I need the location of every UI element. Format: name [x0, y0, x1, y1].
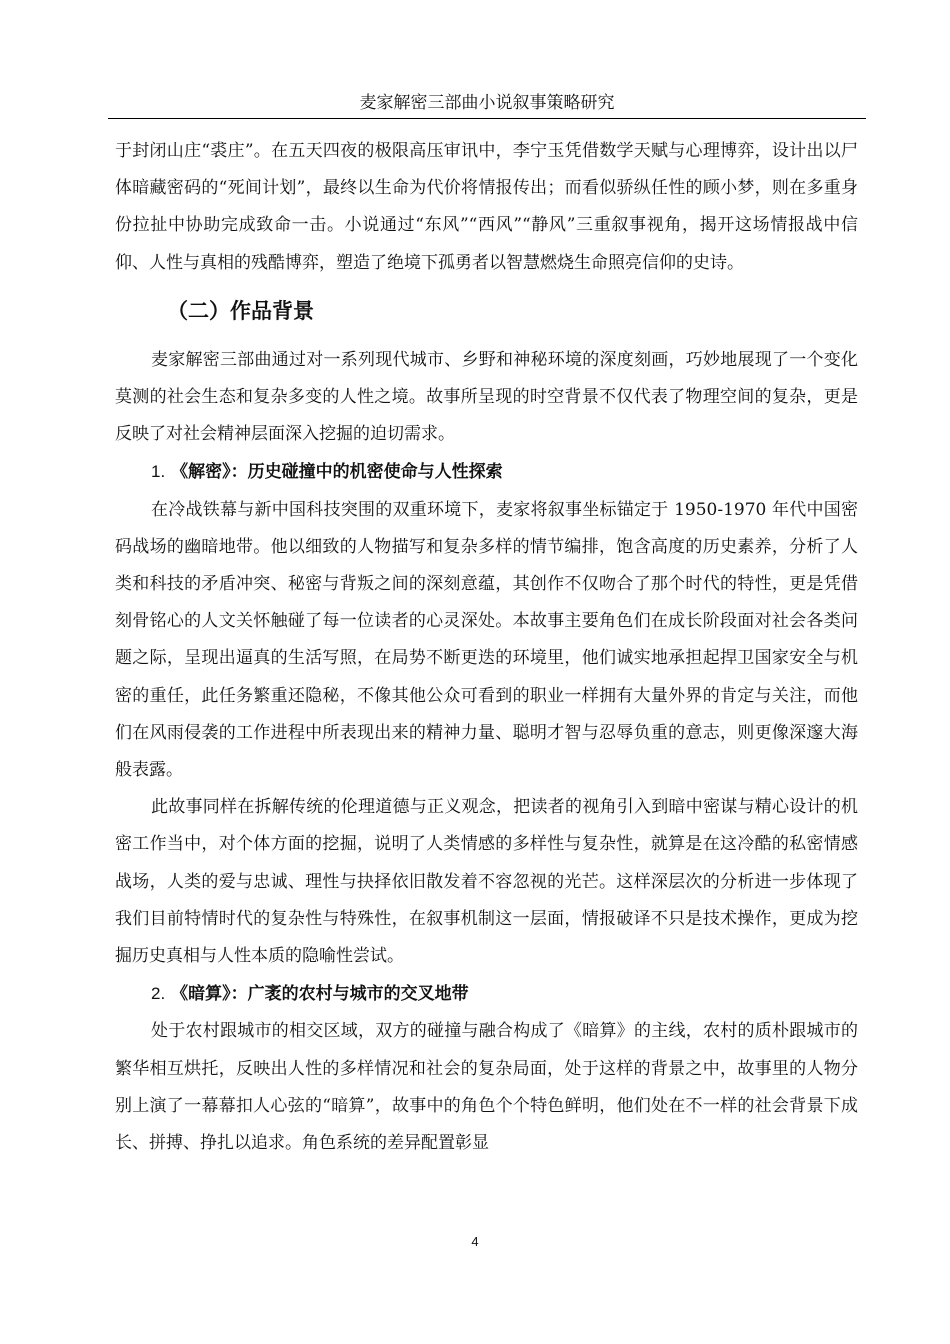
- paragraph-jiemi-1: 在冷战铁幕与新中国科技突围的双重环境下，麦家将叙事坐标锚定于 1950-1970 年代中国密码战场的幽暗地带。他以细致的人物描写和复杂多样的情节编排，饱含高度的历史素养，分析了人类和科技的矛盾冲突、秘密与背叛之间的深刻意蕴，其创作不仅吻合了那个时代的特性，更是凭借刻骨铭心的人文关怀触碰了每一位读者的心灵深处。本故事主要角色们在成长阶段面对社会各类问题之际，呈现出逼真的生活写照，在局势不断更迭的环境里，他们诚实地承担起捍卫国家安全与机密的重任，此任务繁重还隐秘，不像其他公众可看到的职业一样拥有大量外界的肯定与关注，而他们在风雨侵袭的工作进程中所表现出来的精神力量、聪明才智与忍辱负重的意志，则更像深邃大海般表露。: [115, 499, 858, 781]
- section-title: （二）作品背景: [167, 297, 314, 323]
- body-text: [115, 133, 858, 1162]
- running-header: 麦家解密三部曲小说叙事策略研究: [108, 90, 866, 119]
- subheading-1-title: 《解密》：历史碰撞中的机密使命与人性探索: [171, 462, 503, 483]
- paragraph-intro-continued: 于封闭山庄“裘庄”。在五天四夜的极限高压审讯中，李宁玉凭借数学天赋与心理博弈，设计出以尸体暗藏密码的“死间计划”，最终以生命为代价将情报传出；而看似骄纵任性的顾小梦，则在多重身份拉扯中协助完成致命一击。小说通过“东风”“西风”“静风”三重叙事视角，揭开这场情报战中信仰、人性与真相的残酷博弈，塑造了绝境下孤勇者以智慧燃烧生命照亮信仰的史诗。: [115, 141, 858, 273]
- subheading-2-title: 《暗算》：广袤的农村与城市的交叉地带: [171, 984, 469, 1005]
- subheading-1: [115, 453, 858, 491]
- paragraph-jiemi-2: 此故事同样在拆解传统的伦理道德与正义观念，把读者的视角引入到暗中密谋与精心设计的机密工作当中，对个体方面的挖掘，说明了人类情感的多样性与复杂性，就算是在这冷酷的私密情感战场，人类的爱与忠诚、理性与抉择依旧散发着不容忽视的光芒。这样深层次的分析进一步体现了我们目前特情时代的复杂性与特殊性，在叙事机制这一层面，情报破译不只是技术操作，更成为挖掘历史真相与人性本质的隐喻性尝试。: [115, 797, 858, 967]
- subheading-1-number: 1.: [151, 462, 166, 482]
- paragraph-ansuan: 处于农村跟城市的相交区域，双方的碰撞与融合构成了《暗算》的主线，农村的质朴跟城市的繁华相互烘托，反映出人性的多样情况和社会的复杂局面，处于这样的背景之中，故事里的人物分别上演了一幕幕扣人心弦的“暗算”，故事中的角色个个特色鲜明，他们处在不一样的社会背景下成长、拼搏、挣扎以追求。角色系统的差异配置彰显: [115, 1021, 858, 1154]
- paragraph-background: 麦家解密三部曲通过对一系列现代城市、乡野和神秘环境的深度刻画，巧妙地展现了一个变化莫测的社会生态和复杂多变的人性之境。故事所呈现的时空背景不仅代表了物理空间的复杂，更是反映了对社会精神层面深入挖掘的迫切需求。: [115, 349, 858, 445]
- page-number: 4: [471, 1234, 479, 1249]
- subheading-2-number: 2.: [151, 984, 166, 1004]
- subheading-2: [115, 975, 858, 1013]
